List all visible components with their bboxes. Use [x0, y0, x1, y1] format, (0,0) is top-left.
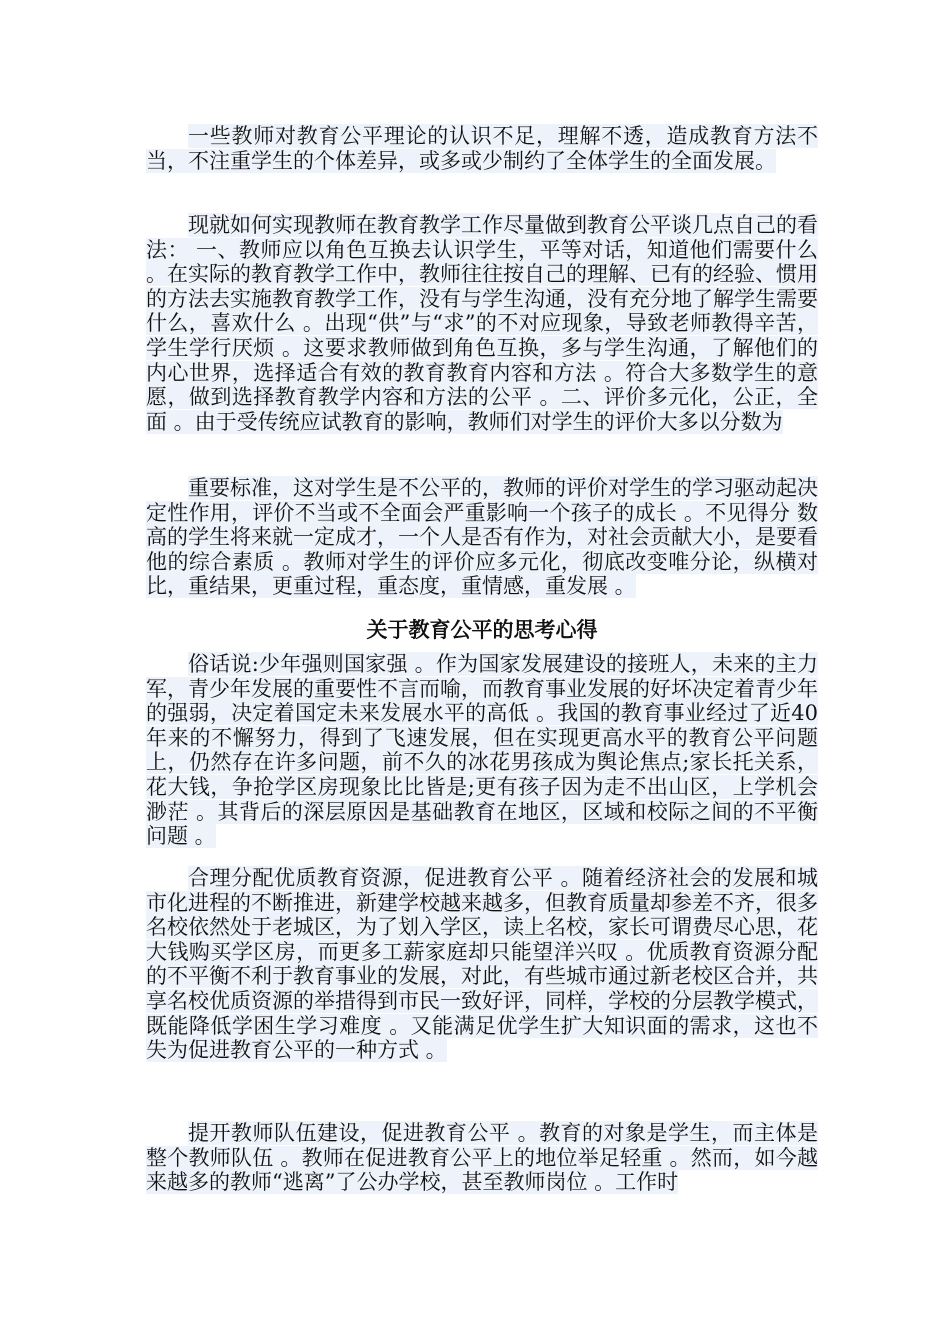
paragraph-5: [146, 866, 818, 1063]
paragraph-6-text: 提开教师队伍建设，促进教育公平 。教育的对象是学生，而主体是整个教师队伍 。教师在促进教育公平上的地位举足轻重 。然而，如今越来越多的教师“逃离”了公办学校，甚至教师岗位 。工作时: [146, 1121, 818, 1195]
paragraph-1: [146, 124, 818, 173]
paragraph-2: [146, 213, 818, 434]
paragraph-1-text: 一些教师对教育公平理论的认识不足，理解不透，造成教育方法不当，不注重学生的个体差异，或多或少制约了全体学生的全面发展。: [146, 124, 818, 173]
paragraph-2-text: 现就如何实现教师在教育教学工作尽量做到教育公平谈几点自己的看法： 一、教师应以角色互换去认识学生，平等对话，知道他们需要什么 。在实际的教育教学工作中，教师往往按自己的理解、已有的经验、惯用的方法去实施教育教学工作，没有与学生沟通，没有充分地了解学生需要什么，喜欢什么 。出现“供”与“求”的不对应现象，导致老师教得辛苦，学生学行厌烦 。这要求教师做到角色互换，多与学生沟通，了解他们的内心世界，选择适合有效的教育教育内容和方法 。符合大多数学生的意愿，做到选择教育教学内容和方法的公平 。二、评价多元化，公正，全面 。由于受传统应试教育的影响，教师们对学生的评价大多以分数为: [146, 213, 818, 434]
paragraph-5-text: 合理分配优质教育资源，促进教育公平 。随着经济社会的发展和城市化进程的不断推进，新建学校越来越多，但教育质量却参差不齐，很多名校依然处于老城区，为了划入学区，读上名校，家长可谓费尽心思，花大钱购买学区房，而更多工薪家庭却只能望洋兴叹 。优质教育资源分配的不平衡不利于教育事业的发展，对此，有些城市通过新老校区合并，共享名校优质资源的举措得到市民一致好评，同样，学校的分层教学模式，既能降低学困生学习难度 。又能满足优学生扩大知识面的需求，这也不失为促进教育公平的一种方式 。: [146, 866, 818, 1063]
paragraph-4: [146, 652, 818, 849]
paragraph-3-text: 重要标准，这对学生是不公平的，教师的评价对学生的学习驱动起决 定性作用，评价不当或不全面会严重影响一个孩子的成长 。不见得分 数高的学生将来就一定成才，一个人是否有作为，对社会贡献大小，是要看他的综合素质 。教师对学生的评价应多元化，彻底改变唯分论，纵横对比，重结果，更重过程，重态度，重情感，重发展 。: [146, 476, 818, 599]
paragraph-4-text: 俗话说:少年强则国家强 。作为国家发展建设的接班人，未来的主力军，青少年发展的重要性不言而喻，而教育事业发展的好坏决定着青少年的强弱，决定着国定未来发展水平的高低 。我国的教育事业经过了近40年来的不懈努力，得到了飞速发展，但在实现更高水平的教育公平问题上，仍然存在许多问题，前不久的冰花男孩成为舆论焦点;家长托关系，花大钱，争抢学区房现象比比皆是;更有孩子因为走不出山区，上学机会渺茫 。其背后的深层原因是基础教育在地区，区域和校际之间的不平衡问题 。: [146, 652, 818, 849]
paragraph-3: [146, 476, 818, 599]
section-title: 关于教育公平的思考心得: [366, 618, 598, 642]
paragraph-6: [146, 1121, 818, 1195]
